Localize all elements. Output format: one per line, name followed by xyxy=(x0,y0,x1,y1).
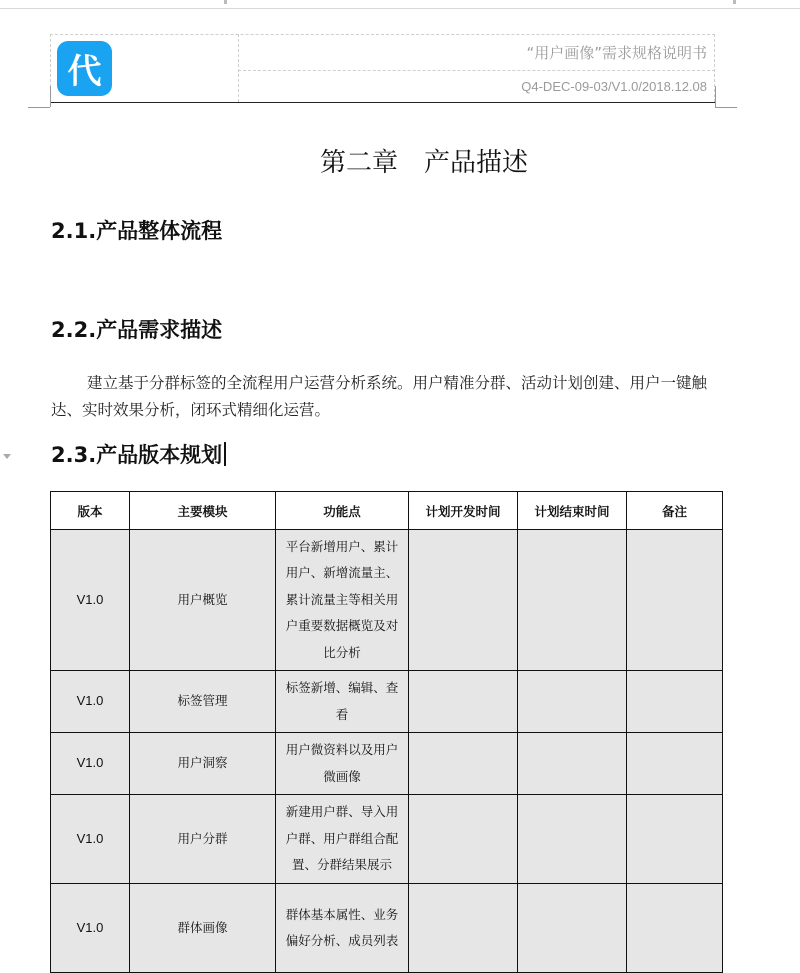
section-heading[interactable] xyxy=(51,439,226,469)
section-title: 产品需求描述 xyxy=(96,318,223,342)
page-header xyxy=(50,34,715,102)
start-time-cell[interactable] xyxy=(409,733,518,795)
header-logo-cell xyxy=(50,34,239,102)
page-edge-mark xyxy=(733,0,736,4)
feature-cell[interactable]: 群体基本属性、业务偏好分析、成员列表 xyxy=(276,884,409,973)
version-plan-table xyxy=(50,491,723,973)
start-time-cell[interactable] xyxy=(409,795,518,884)
column-header[interactable]: 功能点 xyxy=(276,492,409,530)
document-title: “用户画像”需求规格说明书 xyxy=(526,44,707,62)
start-time-cell[interactable] xyxy=(409,530,518,671)
module-cell[interactable]: 用户洞察 xyxy=(130,733,276,795)
version-cell[interactable]: V1.0 xyxy=(51,795,130,884)
previous-page-edge xyxy=(0,0,800,9)
section-title: 产品版本规划 xyxy=(96,443,223,467)
body-paragraph[interactable]: 建立基于分群标签的全流程用户运营分析系统。用户精准分群、活动计划创建、用户一键触达、实时效果分析，闭环式精细化运营。 xyxy=(51,374,708,419)
table-row xyxy=(51,795,723,884)
margin-mark xyxy=(715,86,716,107)
table-row xyxy=(51,733,723,795)
start-time-cell[interactable] xyxy=(409,671,518,733)
version-cell[interactable]: V1.0 xyxy=(51,671,130,733)
header-rule xyxy=(50,102,715,103)
margin-mark xyxy=(50,86,51,107)
version-cell[interactable]: V1.0 xyxy=(51,733,130,795)
version-cell[interactable]: V1.0 xyxy=(51,884,130,973)
feature-cell[interactable]: 用户微资料以及用户微画像 xyxy=(276,733,409,795)
feature-cell[interactable]: 新建用户群、导入用户群、用户群组合配置、分群结果展示 xyxy=(276,795,409,884)
section-number: 2.1. xyxy=(51,219,97,243)
start-time-cell[interactable] xyxy=(409,884,518,973)
feature-cell[interactable]: 标签新增、编辑、查看 xyxy=(276,671,409,733)
end-time-cell[interactable] xyxy=(518,733,627,795)
end-time-cell[interactable] xyxy=(518,795,627,884)
collapse-arrow-icon[interactable] xyxy=(3,454,11,459)
note-cell[interactable] xyxy=(627,530,723,671)
end-time-cell[interactable] xyxy=(518,884,627,973)
section-heading[interactable] xyxy=(51,215,222,245)
module-cell[interactable]: 标签管理 xyxy=(130,671,276,733)
end-time-cell[interactable] xyxy=(518,671,627,733)
note-cell[interactable] xyxy=(627,671,723,733)
module-cell[interactable]: 群体画像 xyxy=(130,884,276,973)
chapter-title: 第二章 产品描述 xyxy=(319,148,528,178)
note-cell[interactable] xyxy=(627,733,723,795)
table-row xyxy=(51,671,723,733)
end-time-cell[interactable] xyxy=(518,530,627,671)
page-edge-mark xyxy=(224,0,227,4)
section-number: 2.2. xyxy=(51,318,97,342)
module-cell[interactable]: 用户分群 xyxy=(130,795,276,884)
header-border xyxy=(238,70,715,71)
column-header[interactable]: 主要模块 xyxy=(130,492,276,530)
table-row xyxy=(51,530,723,671)
module-cell[interactable]: 用户概览 xyxy=(130,530,276,671)
table-header-row xyxy=(51,492,723,530)
section-heading[interactable] xyxy=(51,314,222,344)
column-header[interactable]: 版本 xyxy=(51,492,130,530)
text-cursor xyxy=(224,442,226,466)
note-cell[interactable] xyxy=(627,795,723,884)
column-header[interactable]: 计划结束时间 xyxy=(518,492,627,530)
company-logo: 代 xyxy=(57,41,112,96)
note-cell[interactable] xyxy=(627,884,723,973)
margin-mark xyxy=(28,107,50,108)
version-cell[interactable]: V1.0 xyxy=(51,530,130,671)
section-number: 2.3. xyxy=(51,443,97,467)
column-header[interactable]: 计划开发时间 xyxy=(409,492,518,530)
column-header[interactable]: 备注 xyxy=(627,492,723,530)
feature-cell[interactable]: 平台新增用户、累计用户、新增流量主、累计流量主等相关用户重要数据概览及对比分析 xyxy=(276,530,409,671)
table-row xyxy=(51,884,723,973)
document-code: Q4-DEC-09-03/V1.0/2018.12.08 xyxy=(521,79,707,94)
section-title: 产品整体流程 xyxy=(96,219,223,243)
margin-mark xyxy=(715,107,737,108)
